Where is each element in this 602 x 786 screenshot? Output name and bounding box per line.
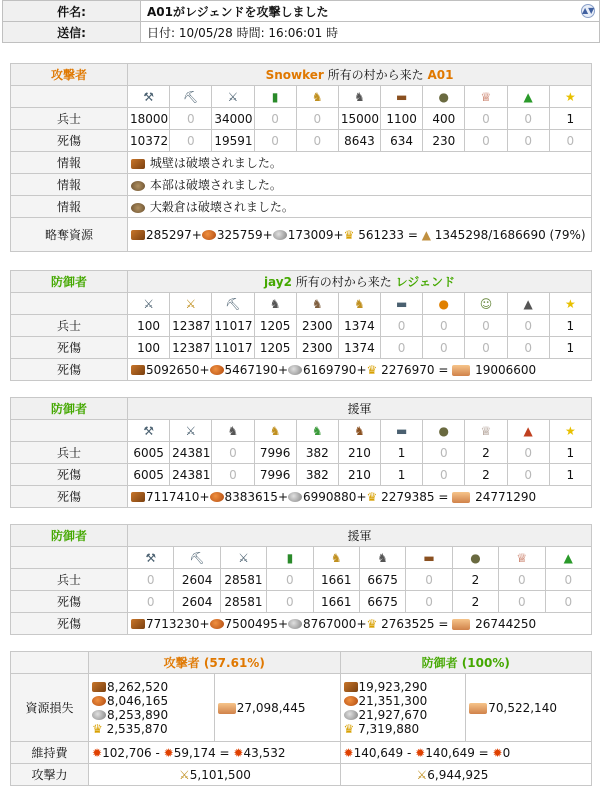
cell: 0: [465, 108, 507, 130]
cell: 0: [406, 591, 452, 613]
battleaxe-icon: ⚔: [220, 547, 266, 569]
row-label: 死傷: [11, 591, 128, 613]
axe-icon: ⛏: [174, 547, 220, 569]
bounty-clay: 325759+: [216, 227, 273, 242]
boot-icon: ▮: [267, 547, 313, 569]
attacker-resource-total: [214, 674, 340, 742]
bounty-pct: (79%): [549, 227, 586, 242]
upkeep-label: 維持費: [11, 742, 89, 764]
cell: 0: [267, 569, 313, 591]
cell: 0: [507, 442, 549, 464]
cell: 19591: [212, 130, 254, 152]
row-label: 死傷: [11, 359, 128, 381]
cell: 1100: [381, 108, 423, 130]
settler-icon: ▲: [507, 420, 549, 442]
att-upkeep-2: 59,174: [173, 745, 216, 760]
hero-star-icon: ★: [549, 420, 591, 442]
equals: =: [434, 489, 453, 504]
iron-icon: [288, 492, 302, 502]
cell: 6005: [128, 442, 170, 464]
ram-icon: ▬: [381, 420, 423, 442]
bounty-wood: 285297+: [146, 227, 202, 242]
upkeep-icon: ✹: [415, 745, 426, 760]
row-label: 情報: [11, 152, 128, 174]
cell: 1: [549, 108, 591, 130]
clay-icon: [202, 230, 216, 240]
crop-icon: ♛: [366, 616, 378, 631]
ram-icon: [131, 159, 145, 169]
defender-village-link[interactable]: レジェンド: [395, 275, 456, 289]
wood-icon: [131, 365, 145, 375]
def-upkeep-2: 140,649: [425, 745, 475, 760]
cell: 382: [296, 464, 338, 486]
sent-text: 日付: 10/05/28 時間: 16:06:01 時: [141, 22, 600, 43]
def-res-iron: 21,927,670: [358, 707, 428, 722]
iron-icon: [92, 710, 106, 720]
knight-icon: ♞: [338, 86, 380, 108]
bounty-total: 1345298/1686690: [434, 227, 546, 242]
subject-label: 件名:: [3, 1, 141, 22]
reinforcement-title: 援軍: [128, 525, 592, 547]
summary-table: [10, 651, 592, 786]
hero-star-icon: ★: [549, 86, 591, 108]
cell: 0: [465, 130, 507, 152]
cell: 0: [406, 569, 452, 591]
catapult-icon: [131, 203, 145, 213]
loss-crop: 2763525: [381, 616, 435, 631]
cell: 210: [338, 464, 380, 486]
cell: 0: [499, 591, 545, 613]
defender-origin: [128, 271, 592, 293]
knight-icon: ♞: [254, 293, 296, 315]
chief-icon: ☺: [465, 293, 507, 315]
attacker-role: 攻撃者: [11, 64, 128, 86]
cell: 1: [549, 464, 591, 486]
battleaxe-icon: ⚔: [212, 86, 254, 108]
cell: 1661: [313, 569, 359, 591]
cell: 1: [549, 315, 591, 337]
defender-upkeep: ✹140,649 - ✹140,649 = ✹0: [340, 742, 592, 764]
attacker-table: [10, 63, 592, 252]
cell: 0: [507, 315, 549, 337]
defender-troops-row: [11, 442, 592, 464]
cell: 1: [381, 464, 423, 486]
info-row: [11, 152, 592, 174]
iron-icon: [273, 230, 287, 240]
info-row: [11, 174, 592, 196]
cell: 634: [381, 130, 423, 152]
def-upkeep-3: 0: [502, 745, 511, 760]
cell: 0: [423, 315, 465, 337]
settler-icon: ▲: [545, 547, 591, 569]
cell: 100: [128, 315, 170, 337]
horse-icon: ♞: [296, 293, 338, 315]
defender-resource-total: [466, 674, 592, 742]
cell: 7996: [254, 464, 296, 486]
clay-icon: [210, 619, 224, 629]
def-power: 6,944,925: [427, 767, 489, 782]
equals: =: [434, 616, 453, 631]
cell: 0: [423, 337, 465, 359]
swords-icon: ⚔: [179, 767, 190, 782]
cell: 2300: [296, 315, 338, 337]
defender-summary-head: 防御者 (100%): [340, 652, 592, 674]
subject-text: A01がレジェンドを攻撃しました: [147, 4, 329, 19]
row-label: 兵士: [11, 569, 128, 591]
def-res-wood: 19,923,290: [358, 679, 428, 694]
defender-casualties-row: [11, 337, 592, 359]
cell: 0: [545, 569, 591, 591]
bag-icon: ▲: [421, 227, 431, 242]
wood-icon: [131, 230, 145, 240]
fire-icon: ●: [423, 293, 465, 315]
defender-troops-row: [11, 569, 592, 591]
defender-role: 防御者: [11, 398, 128, 420]
info-message: 大穀倉は破壊されました。: [146, 200, 294, 214]
info-text: [128, 174, 592, 196]
cell: 24381: [170, 442, 212, 464]
attacker-power: [89, 764, 341, 786]
cell: 0: [545, 591, 591, 613]
att-res-crop: 2,535,870: [106, 721, 168, 736]
wood-icon: [344, 682, 358, 692]
total-resources-icon: [452, 619, 470, 630]
cell: 1: [381, 442, 423, 464]
loss-text: [128, 359, 592, 381]
att-res-clay: 8,046,165: [107, 693, 169, 708]
crop-icon: ♛: [366, 362, 378, 377]
horse-gold-icon: ♞: [254, 420, 296, 442]
def-res-clay: 21,351,300: [358, 693, 428, 708]
loss-iron: 8767000+: [303, 616, 367, 631]
att-upkeep-1: 102,706: [102, 745, 152, 760]
chief-icon: ♕: [499, 547, 545, 569]
attacker-origin: [128, 64, 592, 86]
catapult-icon: ●: [423, 420, 465, 442]
cell: 11017: [212, 315, 254, 337]
chief-icon: ♕: [465, 86, 507, 108]
attacker-troops-row: [11, 108, 592, 130]
cell: 0: [254, 108, 296, 130]
cell: 1: [549, 442, 591, 464]
horse-green-icon: ♞: [296, 420, 338, 442]
cell: 1205: [254, 337, 296, 359]
row-label: 兵士: [11, 315, 128, 337]
loss-row: [11, 486, 592, 508]
total-resources-icon: [469, 703, 487, 714]
axe-icon: ⛏: [170, 86, 212, 108]
info-row: [11, 196, 592, 218]
att-upkeep-3: 43,532: [243, 745, 286, 760]
cell: 0: [423, 442, 465, 464]
total-resources-icon: [218, 703, 236, 714]
chief-icon: ♕: [465, 420, 507, 442]
attacker-village-link[interactable]: A01: [427, 68, 454, 82]
cell: 0: [507, 108, 549, 130]
attacker-casualties-row: [11, 130, 592, 152]
cell: 0: [296, 108, 338, 130]
row-label: 死傷: [11, 464, 128, 486]
cell: 0: [296, 130, 338, 152]
cell: 18000: [128, 108, 170, 130]
knight-icon: ♞: [212, 420, 254, 442]
defender-resource-list: [340, 674, 466, 742]
report-header: [2, 0, 600, 43]
club-icon: ⚒: [128, 420, 170, 442]
collapse-icon[interactable]: ▲▼: [581, 4, 595, 18]
sword-gold-icon: ⚔: [170, 293, 212, 315]
sword-icon: ⚔: [128, 293, 170, 315]
loss-row: [11, 359, 592, 381]
row-label: 死傷: [11, 337, 128, 359]
cell: 2: [465, 464, 507, 486]
total-resources-icon: [452, 365, 470, 376]
horse-gold-icon: ♞: [338, 293, 380, 315]
loss-wood: 5092650+: [146, 362, 210, 377]
cell: 0: [254, 130, 296, 152]
cell: 28581: [220, 569, 266, 591]
catapult-icon: ●: [423, 86, 465, 108]
upkeep-icon: ✹: [92, 745, 103, 760]
catapult-icon: ●: [452, 547, 498, 569]
unit-icons-row: [11, 86, 592, 108]
catapult-icon: [131, 181, 145, 191]
unit-icons-row: [11, 293, 592, 315]
row-label: 死傷: [11, 486, 128, 508]
cell: 0: [170, 130, 212, 152]
loss-wood: 7117410+: [146, 489, 210, 504]
def-res-crop: 7,319,880: [358, 721, 420, 736]
cell: 382: [296, 442, 338, 464]
bounty-row: [11, 218, 592, 252]
loss-clay: 7500495+: [224, 616, 288, 631]
attacker-summary-head: 攻撃者 (57.61%): [89, 652, 341, 674]
ram-icon: ▬: [381, 86, 423, 108]
loss-total: 19006600: [475, 362, 537, 377]
cell: 0: [381, 315, 423, 337]
wood-icon: [131, 492, 145, 502]
cell: 400: [423, 108, 465, 130]
cell: 0: [170, 108, 212, 130]
crop-icon: ♛: [343, 721, 355, 736]
row-label: 死傷: [11, 613, 128, 635]
cell: 1374: [338, 315, 380, 337]
cell: 0: [212, 442, 254, 464]
defender-player-link[interactable]: jay2: [263, 275, 292, 289]
horse-icon: ♞: [296, 86, 338, 108]
horse-icon: ♞: [313, 547, 359, 569]
resource-loss-label: 資源損失: [11, 674, 89, 742]
crop-icon: ♛: [92, 721, 103, 736]
cell: 2604: [174, 591, 220, 613]
settler-icon: ▲: [507, 293, 549, 315]
reinforcement-title: 援軍: [128, 398, 592, 420]
att-total: 27,098,445: [236, 700, 306, 715]
cell: 0: [423, 464, 465, 486]
cell: 0: [465, 337, 507, 359]
cell: 100: [128, 337, 170, 359]
ram-icon: ▬: [381, 293, 423, 315]
attack-power-label: 攻撃力: [11, 764, 89, 786]
loss-text: [128, 486, 592, 508]
equals: =: [404, 227, 422, 242]
att-res-wood: 8,262,520: [107, 679, 169, 694]
loss-row: [11, 613, 592, 635]
wood-icon: [92, 682, 106, 692]
info-message: 本部は破壊されました。: [146, 178, 282, 192]
cell: 0: [465, 315, 507, 337]
def-upkeep-1: 140,649: [353, 745, 404, 760]
cell: 0: [549, 130, 591, 152]
cell: 0: [267, 591, 313, 613]
cell: 24381: [170, 464, 212, 486]
origin-text: 所有の村から来た: [291, 275, 396, 289]
loss-iron: 6169790+: [303, 362, 367, 377]
ram-icon: ▬: [406, 547, 452, 569]
row-label: 兵士: [11, 442, 128, 464]
wood-icon: [131, 619, 145, 629]
boot-icon: ▮: [254, 86, 296, 108]
loss-text: [128, 613, 592, 635]
cell: 0: [499, 569, 545, 591]
loss-crop: 2279385: [381, 489, 435, 504]
cell: 1205: [254, 315, 296, 337]
row-label: 兵士: [11, 108, 128, 130]
loss-total: 26744250: [475, 616, 537, 631]
cell: 34000: [212, 108, 254, 130]
knight-icon: ♞: [359, 547, 405, 569]
cell: 6675: [359, 569, 405, 591]
clay-icon: [92, 696, 106, 706]
cell: 6005: [128, 464, 170, 486]
cell: 10372: [128, 130, 170, 152]
upkeep-icon: ✹: [343, 745, 354, 760]
iron-icon: [344, 710, 358, 720]
defender-casualties-row: [11, 464, 592, 486]
loss-clay: 8383615+: [224, 489, 288, 504]
attacker-resource-list: [89, 674, 215, 742]
upkeep-icon: ✹: [163, 745, 174, 760]
cell: 28581: [220, 591, 266, 613]
origin-text: 所有の村から来た: [323, 68, 428, 82]
settler-icon: ▲: [507, 86, 549, 108]
info-text: [128, 196, 592, 218]
info-text: [128, 152, 592, 174]
cell: 0: [381, 337, 423, 359]
cell: 2604: [174, 569, 220, 591]
clay-icon: [210, 365, 224, 375]
defender2-table: [10, 397, 592, 508]
cell: 230: [423, 130, 465, 152]
defender-role: 防御者: [11, 271, 128, 293]
att-res-iron: 8,253,890: [107, 707, 169, 722]
swords-icon: ⚔: [416, 767, 428, 782]
def-total: 70,522,140: [488, 700, 557, 715]
cell: 2: [452, 591, 498, 613]
cell: 1374: [338, 337, 380, 359]
bounty-text: [128, 218, 592, 252]
att-power: 5,101,500: [189, 767, 251, 782]
row-label: 情報: [11, 196, 128, 218]
horse-brown-icon: ♞: [338, 420, 380, 442]
sent-label: 送信:: [3, 22, 141, 43]
row-label: 死傷: [11, 130, 128, 152]
total-resources-icon: [452, 492, 470, 503]
cell: 2300: [296, 337, 338, 359]
axe-icon: ⛏: [212, 293, 254, 315]
unit-icons-row: [11, 547, 592, 569]
bounty-crop: 561233: [358, 227, 405, 242]
clay-icon: [344, 696, 358, 706]
spear-icon: ⚔: [170, 420, 212, 442]
defender-troops-row: [11, 315, 592, 337]
defender1-table: [10, 270, 592, 381]
defender-role: 防御者: [11, 525, 128, 547]
attacker-player-link[interactable]: Snowker: [265, 68, 324, 82]
cell: 1661: [313, 591, 359, 613]
cell: 15000: [338, 108, 380, 130]
cell: 0: [212, 464, 254, 486]
loss-wood: 7713230+: [146, 616, 210, 631]
loss-total: 24771290: [475, 489, 537, 504]
cell: 12387: [170, 315, 212, 337]
defender-power: [340, 764, 592, 786]
clay-icon: [210, 492, 224, 502]
loss-crop: 2276970: [381, 362, 435, 377]
cell: 12387: [170, 337, 212, 359]
cell: 0: [128, 591, 174, 613]
defender3-table: [10, 524, 592, 635]
bounty-iron: 173009+: [287, 227, 344, 242]
unit-icons-row: [11, 420, 592, 442]
attacker-upkeep: ✹102,706 - ✹59,174 = ✹43,532: [89, 742, 341, 764]
iron-icon: [288, 365, 302, 375]
cell: 11017: [212, 337, 254, 359]
cell: 0: [507, 337, 549, 359]
iron-icon: [288, 619, 302, 629]
upkeep-icon: ✹: [492, 745, 503, 760]
cell: 0: [128, 569, 174, 591]
mace-icon: ⚒: [128, 86, 170, 108]
cell: 7996: [254, 442, 296, 464]
upkeep-icon: ✹: [233, 745, 244, 760]
loss-iron: 6990880+: [303, 489, 367, 504]
mace-icon: ⚒: [128, 547, 174, 569]
crop-icon: ♛: [343, 227, 355, 242]
cell: 0: [507, 464, 549, 486]
defender-casualties-row: [11, 591, 592, 613]
cell: 6675: [359, 591, 405, 613]
crop-icon: ♛: [366, 489, 378, 504]
cell: 8643: [338, 130, 380, 152]
cell: 2: [465, 442, 507, 464]
info-message: 城壁は破壊されました。: [146, 156, 282, 170]
hero-star-icon: ★: [549, 293, 591, 315]
loss-clay: 5467190+: [224, 362, 288, 377]
row-label: 情報: [11, 174, 128, 196]
cell: 0: [507, 130, 549, 152]
equals: =: [434, 362, 453, 377]
row-label: 略奪資源: [11, 218, 128, 252]
cell: 210: [338, 442, 380, 464]
cell: 1: [549, 337, 591, 359]
cell: 2: [452, 569, 498, 591]
